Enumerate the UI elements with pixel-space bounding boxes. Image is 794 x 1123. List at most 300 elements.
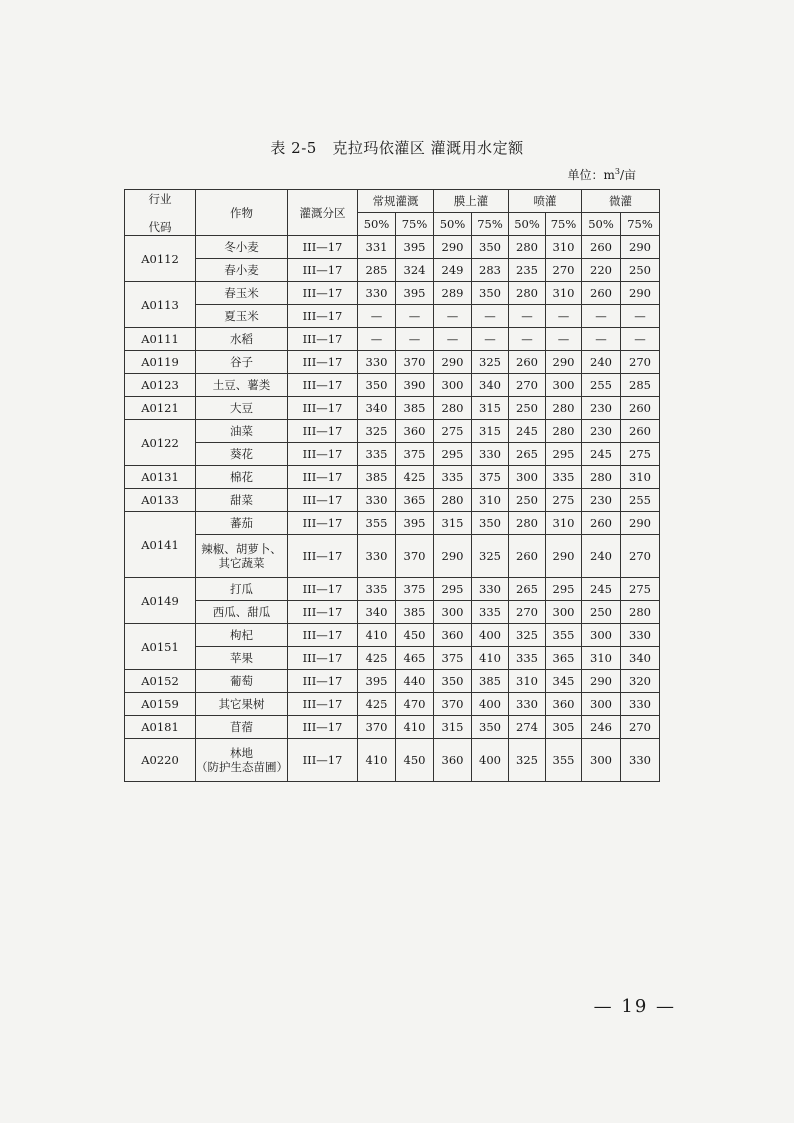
header-p50: 50% <box>582 213 621 236</box>
quota-value-cell: 315 <box>434 716 472 739</box>
quota-value-cell: 425 <box>358 647 396 670</box>
quota-value-cell: 345 <box>546 670 582 693</box>
zone-cell: III—17 <box>288 601 358 624</box>
table-row <box>125 236 660 259</box>
zone-cell: III—17 <box>288 374 358 397</box>
table-title: 表 2-5 克拉玛依灌区 灌溉用水定额 <box>270 139 524 157</box>
quota-value-cell: 310 <box>621 466 660 489</box>
quota-value-cell: 340 <box>358 601 396 624</box>
crop-name: 蕃茄 <box>230 516 253 530</box>
quota-value-cell: 350 <box>472 236 509 259</box>
quota-value-cell: — <box>546 328 582 351</box>
crop-cell <box>196 647 288 670</box>
quota-value-cell: — <box>509 305 546 328</box>
zone-cell: III—17 <box>288 282 358 305</box>
quota-value-cell: 300 <box>582 624 621 647</box>
quota-value-cell: 395 <box>396 512 434 535</box>
quota-value-cell: 290 <box>621 282 660 305</box>
industry-code-cell: A0131 <box>125 466 196 489</box>
quota-value-cell: 280 <box>621 601 660 624</box>
quota-value-cell: 330 <box>621 739 660 782</box>
crop-cell <box>196 716 288 739</box>
quota-value-cell: 240 <box>582 351 621 374</box>
quota-value-cell: 230 <box>582 397 621 420</box>
crop-cell <box>196 420 288 443</box>
table-row <box>125 739 660 782</box>
quota-value-cell: 340 <box>358 397 396 420</box>
quota-value-cell: 425 <box>396 466 434 489</box>
crop-cell <box>196 374 288 397</box>
quota-value-cell: 265 <box>509 443 546 466</box>
quota-value-cell: 325 <box>358 420 396 443</box>
quota-value-cell: 245 <box>582 443 621 466</box>
zone-cell: III—17 <box>288 466 358 489</box>
quota-value-cell: 450 <box>396 739 434 782</box>
quota-value-cell: 330 <box>472 578 509 601</box>
quota-value-cell: 400 <box>472 739 509 782</box>
quota-value-cell: 280 <box>509 512 546 535</box>
quota-value-cell: 310 <box>546 512 582 535</box>
table-row <box>125 351 660 374</box>
unit-suffix: /亩 <box>619 168 636 182</box>
industry-code-cell: A0220 <box>125 739 196 782</box>
header-code-line2: 代码 <box>148 219 172 234</box>
quota-value-cell: 283 <box>472 259 509 282</box>
table-row <box>125 259 660 282</box>
quota-value-cell: 360 <box>434 624 472 647</box>
table-row <box>125 578 660 601</box>
crop-cell <box>196 535 288 578</box>
quota-value-cell: — <box>434 328 472 351</box>
quota-value-cell: 290 <box>434 236 472 259</box>
crop-cell <box>196 739 288 782</box>
quota-value-cell: 335 <box>434 466 472 489</box>
table-row <box>125 466 660 489</box>
header-film: 膜上灌 <box>434 190 509 213</box>
quota-value-cell: 290 <box>434 535 472 578</box>
table-header <box>125 190 660 236</box>
header-micro: 微灌 <box>582 190 660 213</box>
quota-value-cell: 300 <box>546 601 582 624</box>
crop-name: 水稻 <box>230 332 253 346</box>
quota-value-cell: 255 <box>582 374 621 397</box>
crop-name: 西瓜、甜瓜 <box>212 605 271 619</box>
header-conventional: 常规灌溉 <box>358 190 434 213</box>
industry-code-cell: A0151 <box>125 624 196 670</box>
quota-value-cell: — <box>582 305 621 328</box>
quota-value-cell: 375 <box>472 466 509 489</box>
crop-name: 苜蓿 <box>230 720 253 734</box>
zone-cell: III—17 <box>288 739 358 782</box>
quota-value-cell: 335 <box>358 443 396 466</box>
quota-value-cell: 295 <box>546 443 582 466</box>
quota-value-cell: 245 <box>509 420 546 443</box>
header-crop: 作物 <box>196 190 288 236</box>
crop-name: 谷子 <box>230 355 253 369</box>
crop-name: 葵花 <box>230 447 253 461</box>
quota-value-cell: 360 <box>434 739 472 782</box>
quota-value-cell: 275 <box>621 443 660 466</box>
industry-code-cell: A0159 <box>125 693 196 716</box>
quota-value-cell: 330 <box>358 351 396 374</box>
quota-value-cell: 360 <box>546 693 582 716</box>
quota-value-cell: 410 <box>472 647 509 670</box>
crop-cell <box>196 397 288 420</box>
quota-value-cell: 370 <box>396 535 434 578</box>
table-row <box>125 693 660 716</box>
quota-value-cell: 280 <box>509 282 546 305</box>
quota-value-cell: 350 <box>472 716 509 739</box>
zone-cell: III—17 <box>288 647 358 670</box>
quota-value-cell: 385 <box>396 397 434 420</box>
crop-cell <box>196 578 288 601</box>
quota-value-cell: 355 <box>358 512 396 535</box>
industry-code-cell: A0121 <box>125 397 196 420</box>
table-body <box>125 236 660 782</box>
quota-value-cell: 335 <box>472 601 509 624</box>
quota-value-cell: 260 <box>621 397 660 420</box>
zone-cell: III—17 <box>288 624 358 647</box>
zone-cell: III—17 <box>288 443 358 466</box>
crop-cell <box>196 466 288 489</box>
quota-value-cell: 350 <box>358 374 396 397</box>
quota-value-cell: 290 <box>546 351 582 374</box>
quota-value-cell: 395 <box>358 670 396 693</box>
crop-name: 苹果 <box>230 651 253 665</box>
crop-name-line2: 其它蔬菜 <box>218 556 265 570</box>
quota-value-cell: 410 <box>358 624 396 647</box>
quota-value-cell: 325 <box>472 351 509 374</box>
quota-value-cell: 325 <box>472 535 509 578</box>
quota-value-cell: — <box>621 305 660 328</box>
crop-cell <box>196 489 288 512</box>
table-row <box>125 328 660 351</box>
quota-value-cell: 275 <box>621 578 660 601</box>
crop-name: 大豆 <box>230 401 253 415</box>
quota-value-cell: 250 <box>621 259 660 282</box>
quota-value-cell: 385 <box>472 670 509 693</box>
crop-name: 棉花 <box>230 470 253 484</box>
quota-value-cell: 295 <box>546 578 582 601</box>
quota-value-cell: 425 <box>358 693 396 716</box>
quota-value-cell: 370 <box>358 716 396 739</box>
quota-value-cell: 280 <box>434 397 472 420</box>
table-row <box>125 624 660 647</box>
quota-value-cell: 310 <box>546 282 582 305</box>
quota-value-cell: 400 <box>472 624 509 647</box>
crop-cell <box>196 328 288 351</box>
crop-name: 夏玉米 <box>224 309 259 323</box>
unit-prefix: 单位：m <box>567 168 615 182</box>
quota-value-cell: — <box>582 328 621 351</box>
quota-value-cell: 250 <box>582 601 621 624</box>
quota-value-cell: 300 <box>434 601 472 624</box>
quota-value-cell: 331 <box>358 236 396 259</box>
crop-name: 春玉米 <box>224 286 259 300</box>
quota-value-cell: 310 <box>582 647 621 670</box>
quota-value-cell: 300 <box>582 693 621 716</box>
zone-cell: III—17 <box>288 397 358 420</box>
header-p50: 50% <box>434 213 472 236</box>
quota-value-cell: 260 <box>621 420 660 443</box>
zone-cell: III—17 <box>288 670 358 693</box>
header-p50: 50% <box>509 213 546 236</box>
quota-value-cell: 335 <box>509 647 546 670</box>
header-p75: 75% <box>546 213 582 236</box>
zone-cell: III—17 <box>288 693 358 716</box>
quota-value-cell: 315 <box>472 397 509 420</box>
crop-name: 林地 <box>230 746 253 760</box>
table-row <box>125 512 660 535</box>
zone-cell: III—17 <box>288 716 358 739</box>
quota-value-cell: 340 <box>472 374 509 397</box>
table-row <box>125 397 660 420</box>
crop-cell <box>196 601 288 624</box>
quota-value-cell: 324 <box>396 259 434 282</box>
header-code-line1: 行业 <box>148 191 172 206</box>
zone-cell: III—17 <box>288 259 358 282</box>
quota-value-cell: 300 <box>509 466 546 489</box>
zone-cell: III—17 <box>288 420 358 443</box>
quota-value-cell: 360 <box>396 420 434 443</box>
quota-value-cell: 330 <box>472 443 509 466</box>
page-number: — 19 — <box>593 996 676 1017</box>
quota-value-cell: — <box>358 328 396 351</box>
quota-value-cell: 310 <box>509 670 546 693</box>
quota-value-cell: 290 <box>546 535 582 578</box>
crop-name: 葡萄 <box>230 674 253 688</box>
quota-value-cell: 325 <box>509 739 546 782</box>
quota-value-cell: 220 <box>582 259 621 282</box>
quota-value-cell: 330 <box>621 693 660 716</box>
quota-value-cell: — <box>621 328 660 351</box>
quota-value-cell: — <box>472 328 509 351</box>
crop-name: 打瓜 <box>230 582 253 596</box>
header-industry-code <box>125 190 196 236</box>
table-row <box>125 601 660 624</box>
industry-code-cell: A0119 <box>125 351 196 374</box>
header-p75: 75% <box>396 213 434 236</box>
quota-value-cell: 370 <box>396 351 434 374</box>
quota-value-cell: 395 <box>396 282 434 305</box>
crop-name: 枸杞 <box>230 628 253 642</box>
quota-value-cell: 410 <box>396 716 434 739</box>
quota-value-cell: 410 <box>358 739 396 782</box>
quota-value-cell: 350 <box>472 282 509 305</box>
quota-value-cell: 290 <box>582 670 621 693</box>
quota-value-cell: 280 <box>434 489 472 512</box>
table-row <box>125 716 660 739</box>
quota-value-cell: 330 <box>621 624 660 647</box>
quota-value-cell: 315 <box>434 512 472 535</box>
quota-value-cell: 330 <box>358 489 396 512</box>
crop-cell <box>196 282 288 305</box>
quota-value-cell: 325 <box>509 624 546 647</box>
quota-value-cell: 385 <box>358 466 396 489</box>
quota-value-cell: 260 <box>509 351 546 374</box>
quota-value-cell: 260 <box>582 282 621 305</box>
quota-value-cell: 230 <box>582 420 621 443</box>
quota-value-cell: 355 <box>546 739 582 782</box>
quota-value-cell: 245 <box>582 578 621 601</box>
quota-value-cell: 440 <box>396 670 434 693</box>
quota-value-cell: 295 <box>434 578 472 601</box>
header-p50: 50% <box>358 213 396 236</box>
crop-cell <box>196 305 288 328</box>
quota-value-cell: 249 <box>434 259 472 282</box>
zone-cell: III—17 <box>288 512 358 535</box>
industry-code-cell: A0112 <box>125 236 196 282</box>
crop-cell <box>196 259 288 282</box>
crop-name-line2: （防护生态苗圃） <box>196 760 288 774</box>
quota-value-cell: 365 <box>546 647 582 670</box>
quota-value-cell: 450 <box>396 624 434 647</box>
quota-value-cell: 275 <box>434 420 472 443</box>
quota-value-cell: — <box>396 328 434 351</box>
quota-value-cell: 365 <box>396 489 434 512</box>
quota-value-cell: 240 <box>582 535 621 578</box>
quota-value-cell: 330 <box>358 282 396 305</box>
quota-value-cell: 375 <box>434 647 472 670</box>
quota-value-cell: 285 <box>621 374 660 397</box>
quota-value-cell: 335 <box>358 578 396 601</box>
crop-name: 春小麦 <box>224 263 259 277</box>
table-row <box>125 305 660 328</box>
quota-value-cell: 280 <box>509 236 546 259</box>
quota-value-cell: 340 <box>621 647 660 670</box>
quota-value-cell: 260 <box>509 535 546 578</box>
quota-value-cell: 400 <box>472 693 509 716</box>
industry-code-cell: A0141 <box>125 512 196 578</box>
quota-value-cell: 270 <box>621 351 660 374</box>
quota-value-cell: 300 <box>582 739 621 782</box>
quota-value-cell: — <box>358 305 396 328</box>
quota-value-cell: 300 <box>434 374 472 397</box>
irrigation-quota-table <box>124 189 660 782</box>
unit-superscript: 3 <box>614 167 620 176</box>
quota-value-cell: — <box>546 305 582 328</box>
quota-value-cell: 290 <box>621 512 660 535</box>
unit-label <box>567 166 636 183</box>
quota-value-cell: 280 <box>546 397 582 420</box>
table-row <box>125 647 660 670</box>
table-row <box>125 420 660 443</box>
zone-cell: III—17 <box>288 489 358 512</box>
quota-value-cell: 470 <box>396 693 434 716</box>
crop-name: 土豆、薯类 <box>212 378 271 392</box>
quota-value-cell: 300 <box>546 374 582 397</box>
quota-value-cell: 275 <box>546 489 582 512</box>
quota-value-cell: 295 <box>434 443 472 466</box>
industry-code-cell: A0152 <box>125 670 196 693</box>
header-sprinkler: 喷灌 <box>509 190 582 213</box>
quota-value-cell: 280 <box>546 420 582 443</box>
quota-value-cell: 289 <box>434 282 472 305</box>
quota-value-cell: 290 <box>434 351 472 374</box>
quota-value-cell: 250 <box>509 397 546 420</box>
industry-code-cell: A0133 <box>125 489 196 512</box>
crop-cell <box>196 443 288 466</box>
quota-value-cell: 330 <box>358 535 396 578</box>
quota-value-cell: 310 <box>472 489 509 512</box>
zone-cell: III—17 <box>288 535 358 578</box>
quota-value-cell: 370 <box>434 693 472 716</box>
crop-cell <box>196 624 288 647</box>
industry-code-cell: A0113 <box>125 282 196 328</box>
zone-cell: III—17 <box>288 578 358 601</box>
industry-code-cell: A0123 <box>125 374 196 397</box>
quota-value-cell: 375 <box>396 443 434 466</box>
crop-name: 辣椒、胡萝卜、 <box>201 542 282 556</box>
quota-value-cell: 270 <box>509 601 546 624</box>
crop-name: 冬小麦 <box>224 240 259 254</box>
quota-value-cell: 250 <box>509 489 546 512</box>
quota-value-cell: 315 <box>472 420 509 443</box>
industry-code-cell: A0181 <box>125 716 196 739</box>
quota-value-cell: 260 <box>582 512 621 535</box>
zone-cell: III—17 <box>288 328 358 351</box>
quota-value-cell: 395 <box>396 236 434 259</box>
header-p75: 75% <box>621 213 660 236</box>
zone-cell: III—17 <box>288 305 358 328</box>
quota-value-cell: 320 <box>621 670 660 693</box>
quota-value-cell: — <box>434 305 472 328</box>
table-row <box>125 535 660 578</box>
quota-value-cell: 265 <box>509 578 546 601</box>
quota-value-cell: — <box>472 305 509 328</box>
zone-cell: III—17 <box>288 236 358 259</box>
quota-value-cell: 310 <box>546 236 582 259</box>
quota-value-cell: 305 <box>546 716 582 739</box>
quota-value-cell: 270 <box>546 259 582 282</box>
crop-name: 其它果树 <box>218 697 265 711</box>
quota-value-cell: 465 <box>396 647 434 670</box>
header-p75: 75% <box>472 213 509 236</box>
crop-cell <box>196 670 288 693</box>
quota-value-cell: 270 <box>621 716 660 739</box>
quota-value-cell: 280 <box>582 466 621 489</box>
quota-value-cell: 390 <box>396 374 434 397</box>
quota-value-cell: 350 <box>434 670 472 693</box>
industry-code-cell: A0149 <box>125 578 196 624</box>
quota-value-cell: 355 <box>546 624 582 647</box>
quota-value-cell: 230 <box>582 489 621 512</box>
crop-cell <box>196 512 288 535</box>
quota-value-cell: 260 <box>582 236 621 259</box>
quota-value-cell: 335 <box>546 466 582 489</box>
crop-name: 甜菜 <box>230 493 253 507</box>
quota-value-cell: — <box>509 328 546 351</box>
quota-value-cell: 270 <box>621 535 660 578</box>
crop-cell <box>196 236 288 259</box>
quota-value-cell: 274 <box>509 716 546 739</box>
quota-value-cell: 246 <box>582 716 621 739</box>
industry-code-cell: A0111 <box>125 328 196 351</box>
industry-code-cell: A0122 <box>125 420 196 466</box>
quota-value-cell: 270 <box>509 374 546 397</box>
quota-value-cell: 330 <box>509 693 546 716</box>
crop-cell <box>196 693 288 716</box>
quota-value-cell: 235 <box>509 259 546 282</box>
table-row <box>125 489 660 512</box>
table-row <box>125 282 660 305</box>
header-zone: 灌溉分区 <box>288 190 358 236</box>
quota-value-cell: 385 <box>396 601 434 624</box>
crop-name: 油菜 <box>230 424 253 438</box>
quota-value-cell: 375 <box>396 578 434 601</box>
crop-cell <box>196 351 288 374</box>
quota-value-cell: 285 <box>358 259 396 282</box>
